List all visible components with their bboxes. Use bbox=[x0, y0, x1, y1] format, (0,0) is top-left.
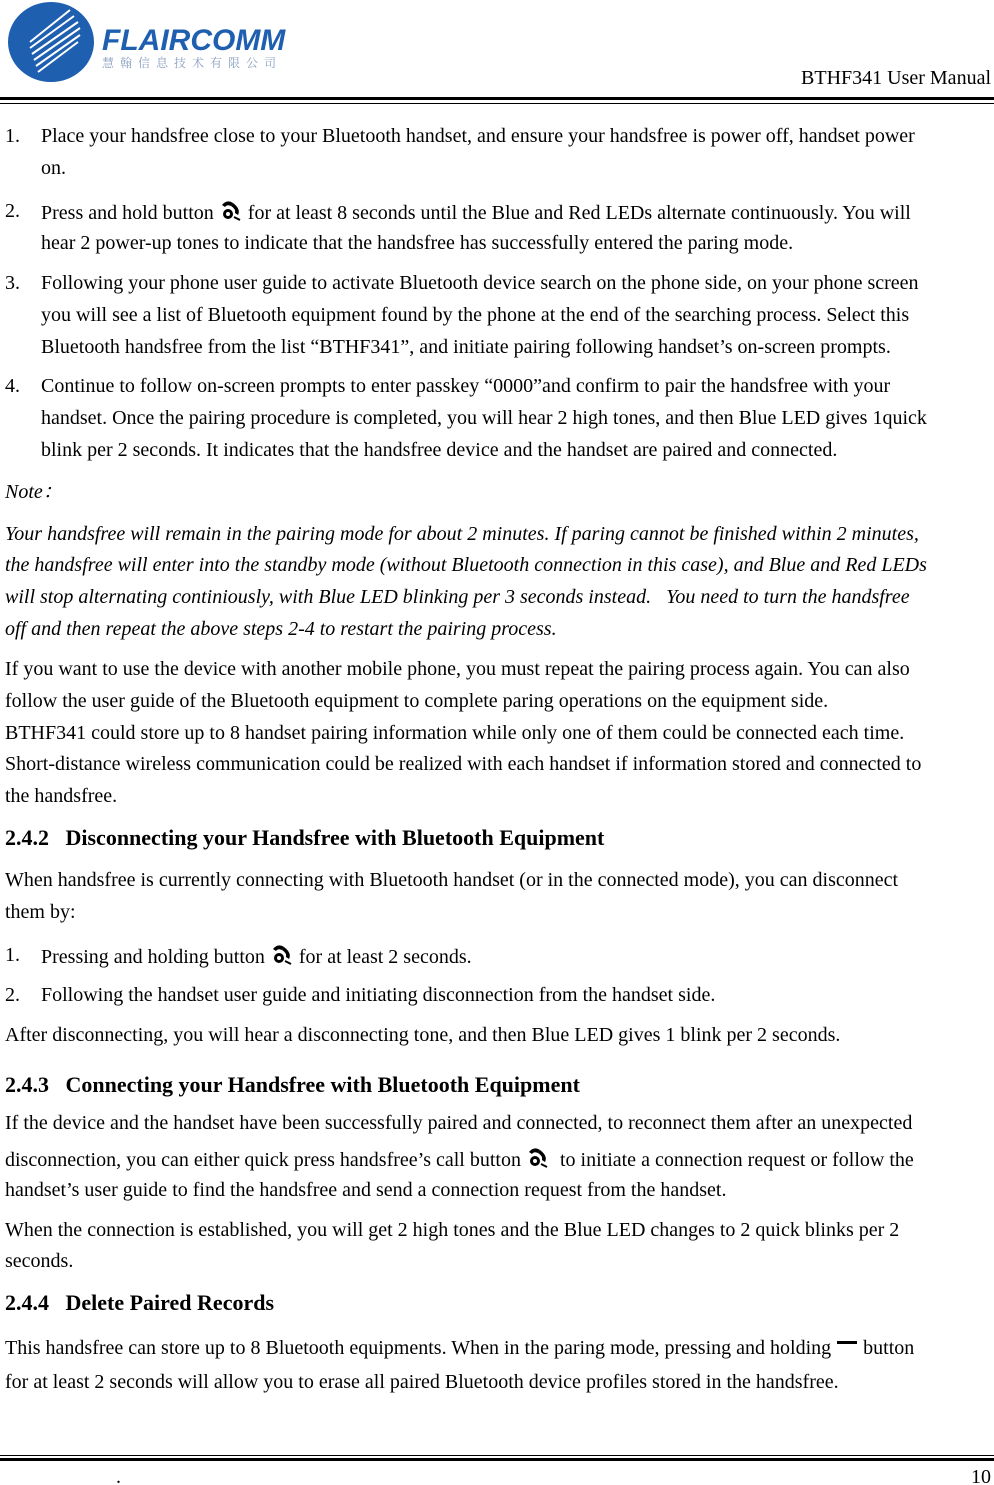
footer-dot: . bbox=[116, 1466, 121, 1485]
text-segment: hear 2 power-up tones to indicate that the handsfree has successfully entered the paring mode. bbox=[41, 232, 794, 254]
text-segment: you will see a list of Bluetooth equipment found by the phone at the end of the searching process. Select this bbox=[41, 304, 910, 326]
header-title: BTHF341 User Manual bbox=[801, 67, 991, 89]
text-segment: off and then repeat the above steps 2-4 to restart the pairing process. bbox=[5, 618, 557, 640]
text-line bbox=[5, 480, 63, 504]
text-line bbox=[41, 438, 837, 462]
text-segment: 2.4.3 Connecting your Handsfree with Bluetooth Equipment bbox=[5, 1072, 580, 1097]
text-line bbox=[5, 1146, 914, 1174]
text-line bbox=[5, 1023, 840, 1047]
section-heading bbox=[5, 1291, 274, 1315]
footer-rule-thin bbox=[0, 1455, 994, 1456]
text-segment: them by: bbox=[5, 901, 76, 923]
text-segment: Following the handset user guide and initiating disconnection from the handset side. bbox=[41, 984, 716, 1006]
header-rule-thin bbox=[0, 103, 994, 104]
phone-button-icon bbox=[270, 943, 294, 971]
text-line bbox=[5, 900, 76, 924]
text-segment: Your handsfree will remain in the pairing mode for about 2 minutes. If paring cannot be finished within 2 minutes, bbox=[5, 523, 919, 545]
text-segment: Continue to follow on-screen prompts to enter passkey “0000”and confirm to pair the handsfree with your bbox=[41, 375, 891, 397]
text-line bbox=[5, 199, 911, 227]
text-segment: Following your phone user guide to activate Bluetooth device search on the phone side, on your phone screen bbox=[41, 272, 919, 294]
text-line bbox=[41, 303, 909, 327]
text-segment: button bbox=[858, 1337, 915, 1359]
page-number: 10 bbox=[971, 1466, 991, 1485]
text-line bbox=[5, 1370, 839, 1394]
text-segment: If you want to use the device with another mobile phone, you must repeat the pairing process again. You can also bbox=[5, 658, 910, 680]
text-segment: seconds. bbox=[5, 1250, 74, 1272]
header-rule bbox=[0, 97, 994, 100]
text-segment: If the device and the handset have been successfully paired and connected, to reconnect them after an unexpected bbox=[5, 1112, 913, 1134]
text-segment: Place your handsfree close to your Bluetooth handset, and ensure your handsfree is power off, handset power bbox=[41, 125, 915, 147]
text-segment: Bluetooth handsfree from the list “BTHF341”, and initiate pairing following handset’s on-screen prompts. bbox=[41, 336, 891, 358]
list-number: 2. bbox=[5, 984, 20, 1006]
text-segment: 2.4.2 Disconnecting your Handsfree with Bluetooth Equipment bbox=[5, 825, 605, 850]
text-line bbox=[5, 271, 919, 295]
text-segment: This handsfree can store up to 8 Bluetooth equipments. When in the paring mode, pressing and holding bbox=[5, 1337, 837, 1359]
text-line bbox=[41, 231, 793, 255]
text-segment: Short-distance wireless communication could be realized with each handset if information stored and connected to bbox=[5, 753, 922, 775]
list-number: 4. bbox=[5, 375, 20, 397]
text-line bbox=[5, 617, 557, 641]
phone-button-icon bbox=[526, 1146, 550, 1174]
section-heading bbox=[5, 1073, 580, 1097]
text-segment: handset’s user guide to find the handsfree and send a connection request from the handset. bbox=[5, 1179, 727, 1201]
text-segment: the handsfree. bbox=[5, 785, 118, 807]
text-segment: the handsfree will enter into the standby mode (without Bluetooth connection in this case), and Blue and Red LEDs bbox=[5, 554, 927, 576]
text-segment: blink per 2 seconds. It indicates that the handsfree device and the handset are paired and connected. bbox=[41, 439, 838, 461]
text-line bbox=[5, 374, 891, 398]
text-line bbox=[5, 124, 915, 148]
text-segment: 2.4.4 Delete Paired Records bbox=[5, 1290, 275, 1315]
list-number: 3. bbox=[5, 272, 20, 294]
text-segment: After disconnecting, you will hear a disconnecting tone, and then Blue LED gives 1 blink per 2 seconds. bbox=[5, 1024, 841, 1046]
text-segment: for at least 8 seconds until the Blue and Red LEDs alternate continuously. You will bbox=[242, 202, 911, 224]
list-number: 1. bbox=[5, 125, 20, 147]
text-segment: disconnection, you can either quick press handsfree’s call button bbox=[5, 1149, 526, 1171]
text-line bbox=[5, 585, 910, 609]
text-line bbox=[5, 1178, 726, 1202]
flaircomm-logo bbox=[8, 2, 308, 82]
text-line bbox=[5, 1111, 912, 1135]
text-line bbox=[5, 752, 921, 776]
text-line bbox=[41, 156, 66, 180]
text-line bbox=[5, 1336, 914, 1362]
text-line bbox=[5, 943, 472, 971]
text-line bbox=[5, 1249, 73, 1273]
text-segment: will stop alternating continiously, with Blue LED blinking per 3 seconds instead. You need to turn the handsfree bbox=[5, 586, 910, 608]
text-segment: When handsfree is currently connecting with Bluetooth handset (or in the connected mode), you can disconnect bbox=[5, 869, 899, 891]
text-line bbox=[5, 522, 919, 546]
text-line bbox=[5, 983, 716, 1007]
text-line bbox=[41, 335, 891, 359]
list-number: 2. bbox=[5, 200, 20, 222]
phone-button-icon bbox=[219, 199, 243, 227]
text-segment: handset. Once the pairing procedure is completed, you will hear 2 high tones, and then Blue LED gives 1quick bbox=[41, 407, 927, 429]
footer-rule bbox=[0, 1458, 994, 1461]
text-line bbox=[5, 689, 828, 713]
text-line bbox=[5, 721, 904, 745]
logo-globe-icon bbox=[8, 2, 94, 82]
text-segment: BTHF341 could store up to 8 handset pairing information while only one of them could be connected each time. bbox=[5, 722, 905, 744]
text-segment: Note： bbox=[5, 481, 63, 503]
text-segment: follow the user guide of the Bluetooth equipment to complete paring operations on the equipment side. bbox=[5, 690, 829, 712]
logo-name: FLAIRCOMM bbox=[102, 24, 286, 57]
minus-button-icon bbox=[836, 1336, 858, 1362]
text-segment: When the connection is established, you will get 2 high tones and the Blue LED changes to 2 quick blinks per 2 bbox=[5, 1219, 900, 1241]
text-segment: Press and hold button bbox=[41, 202, 219, 224]
text-line bbox=[5, 657, 910, 681]
text-segment: to initiate a connection request or follow the bbox=[549, 1149, 914, 1171]
text-line bbox=[5, 1218, 899, 1242]
text-line bbox=[41, 406, 927, 430]
text-segment: for at least 2 seconds will allow you to erase all paired Bluetooth device profiles stored in the handsfree. bbox=[5, 1371, 839, 1393]
section-heading bbox=[5, 826, 604, 850]
text-line bbox=[5, 868, 898, 892]
text-segment: on. bbox=[41, 157, 66, 179]
text-line bbox=[5, 784, 117, 808]
text-line bbox=[5, 553, 927, 577]
text-segment: for at least 2 seconds. bbox=[293, 946, 472, 968]
text-segment: Pressing and holding button bbox=[41, 946, 270, 968]
logo-subtitle: 慧翰信息技术有限公司 bbox=[102, 56, 283, 70]
list-number: 1. bbox=[5, 944, 20, 966]
